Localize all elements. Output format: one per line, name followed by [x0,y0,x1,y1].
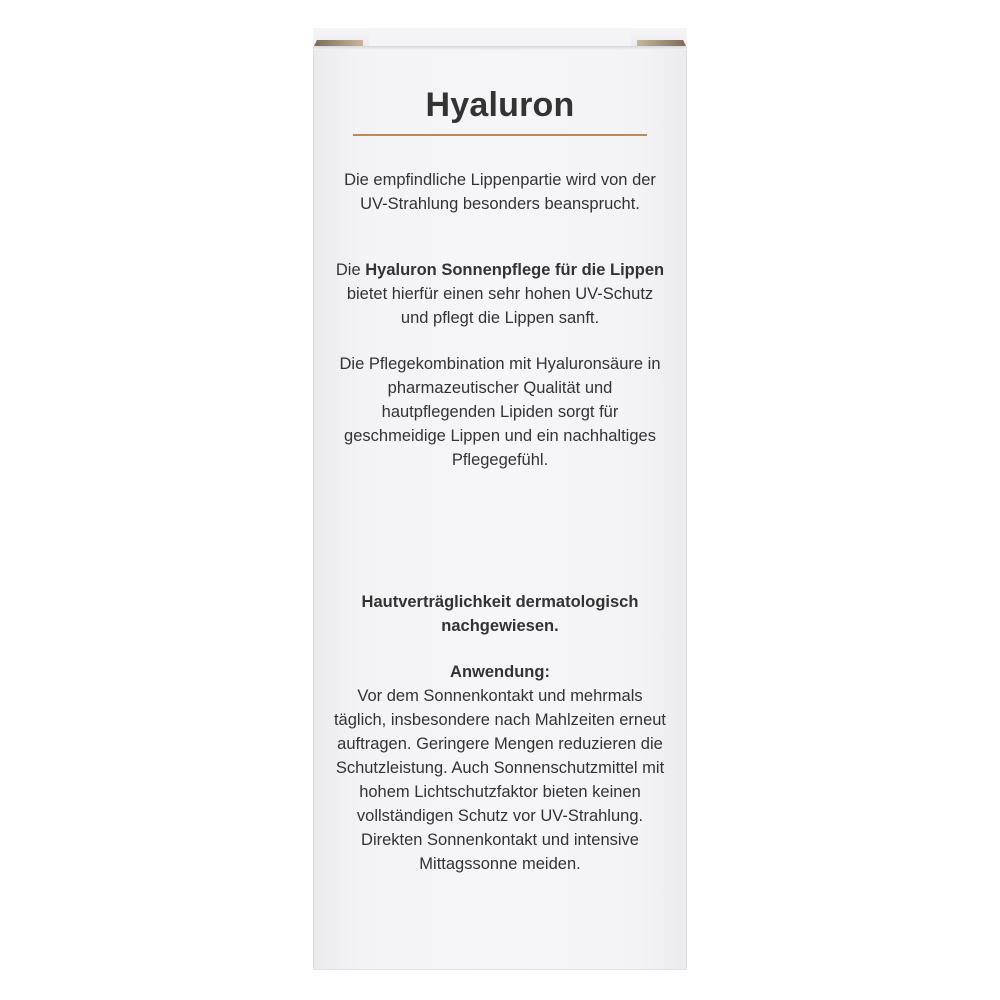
usage-instructions: Vor dem Sonnenkontakt und mehrmals täglich, insbesondere nach Mahlzeiten erneut auftragen. Geringere Mengen reduzieren die Schutzleistung. Auch Sonnenschutzmittel mit hohem Lichtschutzfaktor bieten keinen vollständigen Schutz vor UV-Strahlung. Direkten Sonnenkontakt und intensive Mittagssonne meiden. [333,687,667,873]
title-underline [353,134,647,136]
skin-tolerance-claim: Hautverträglichkeit dermatologisch nachgewiesen. [361,593,639,635]
description-suffix: bietet hierfür einen sehr hohen UV-Schutz und pflegt die Lippen sanft. [346,285,654,327]
product-description-paragraph [333,258,667,330]
description-prefix: Die [335,261,366,279]
care-combination-paragraph: Die Pflegekombination mit Hyaluronsäure in pharmazeutischer Qualität und hautpflegenden Lipiden sorgt für geschmeidige Lippen und ein nachhaltiges Pflegegefühl. [339,355,661,469]
product-title: Hyaluron [425,86,575,124]
intro-paragraph: Die empfindliche Lippenpartie wird von der UV-Strahlung besonders beansprucht. [344,171,656,213]
usage-heading: Anwendung: [450,663,550,681]
product-name-bold: Hyaluron Sonnenpflege für die Lippen [365,261,665,279]
box-top-edge [313,46,687,50]
